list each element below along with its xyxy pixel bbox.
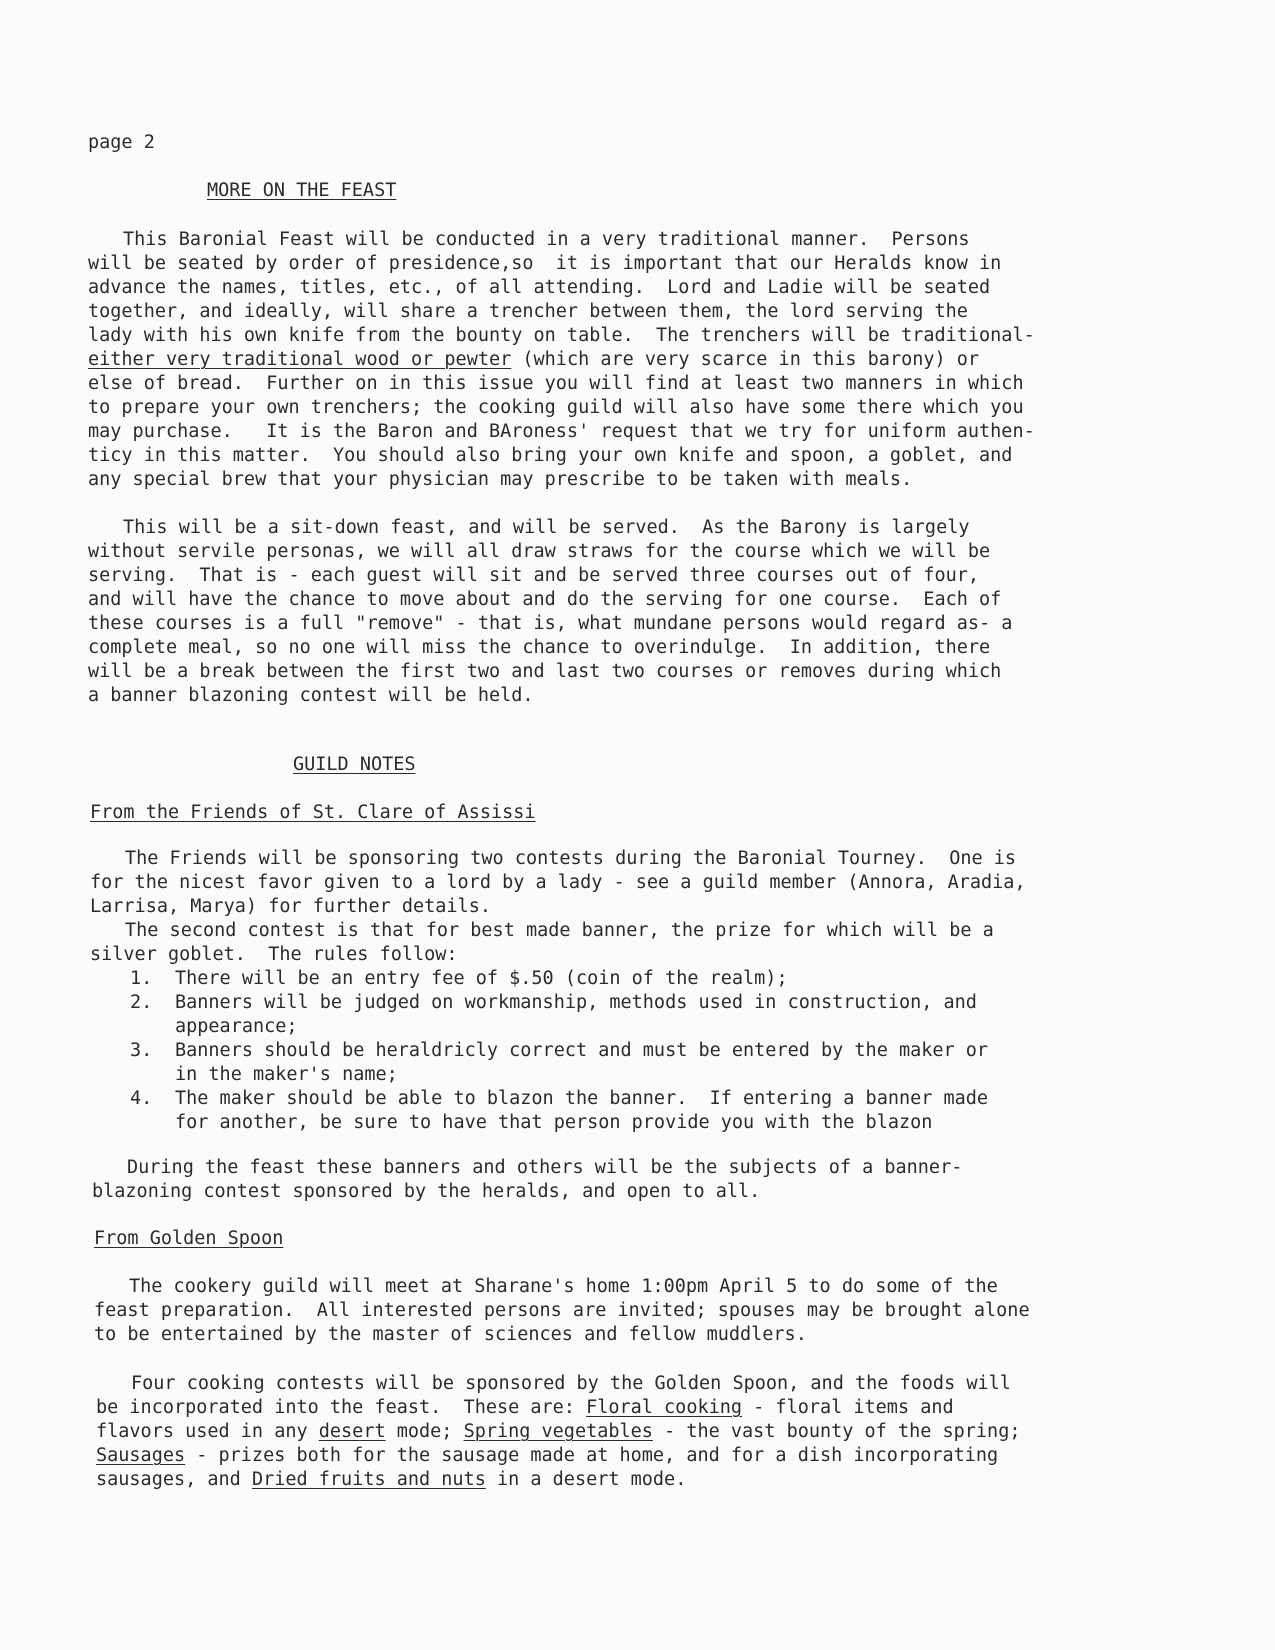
- text-line: for the nicest favor given to a lord by a lady - see a guild member (Annora, Aradia,: [90, 872, 1026, 893]
- feast-heading: MORE ON THE FEAST: [207, 180, 397, 201]
- text-line: During the feast these banners and others will be the subjects of a banner-: [127, 1157, 963, 1178]
- underlined-text: desert: [318, 1421, 386, 1442]
- spoon-subheading: From Golden Spoon: [94, 1228, 284, 1249]
- rule-text: The maker should be able to blazon the banner. If entering a banner made: [175, 1088, 989, 1109]
- rule-text: Banners will be judged on workmanship, methods used in construction, and: [175, 992, 977, 1013]
- text-line: feast preparation. All interested persons are invited; spouses may be brought alone: [94, 1300, 1030, 1321]
- text-line: to be entertained by the master of sciences and fellow muddlers.: [94, 1324, 807, 1345]
- text-line: may purchase. It is the Baron and BAroness' request that we try for uniform authen-: [88, 421, 1035, 442]
- text-span: - the vast bounty of the spring;: [652, 1421, 1021, 1442]
- text-span: sausages, and: [96, 1469, 252, 1490]
- text-span: flavors used in any: [96, 1421, 319, 1442]
- text-line: The cookery guild will meet at Sharane's home 1:00pm April 5 to do some of the: [129, 1276, 998, 1297]
- text-line: Four cooking contests will be sponsored by the Golden Spoon, and the foods will: [131, 1373, 1011, 1394]
- text-line: The Friends will be sponsoring two contests during the Baronial Tourney. One is: [125, 848, 1017, 869]
- text-line: The second contest is that for best made banner, the prize for which will be a: [125, 920, 994, 941]
- text-line: these courses is a full "remove" - that is, what mundane persons would regard as- a: [88, 613, 1013, 634]
- text-line: Larrisa, Marya) for further details.: [90, 896, 491, 917]
- rule-text: in the maker's name;: [175, 1064, 398, 1085]
- text-line: This Baronial Feast will be conducted in a very traditional manner. Persons: [123, 229, 970, 250]
- text-line: lady with his own knife from the bounty on table. The trenchers will be traditional-: [88, 325, 1035, 346]
- text-line: a banner blazoning contest will be held.: [88, 685, 534, 706]
- underlined-text: Sausages: [96, 1445, 186, 1466]
- rule-text: There will be an entry fee of $.50 (coin of the realm);: [175, 968, 788, 989]
- text-span: in a desert mode.: [485, 1469, 687, 1490]
- rule-number: 1.: [130, 968, 153, 989]
- rule-number: 3.: [130, 1040, 153, 1061]
- text-line: ticy in this matter. You should also bring your own knife and spoon, a goblet, and: [88, 445, 1013, 466]
- rule-number: 2.: [130, 992, 153, 1013]
- text-line: serving. That is - each guest will sit and be served three courses out of four,: [88, 565, 980, 586]
- underlined-text: Floral cooking: [586, 1397, 743, 1418]
- text-span: mode;: [385, 1421, 464, 1442]
- underlined-text: either very traditional wood or pewter: [88, 349, 512, 370]
- page-label: page 2: [88, 132, 155, 153]
- text-span: - prizes both for the sausage made at home, and for a dish incorporating: [185, 1445, 999, 1466]
- rule-text: appearance;: [175, 1016, 298, 1037]
- text-line: [96, 1468, 686, 1492]
- text-line: blazoning contest sponsored by the heralds, and open to all.: [92, 1181, 761, 1202]
- text-line: and will have the chance to move about and do the serving for one course. Each of: [88, 589, 1002, 610]
- rule-number: 4.: [130, 1088, 153, 1109]
- text-line: [88, 348, 979, 372]
- text-span: (which are very scarce in this barony) or: [511, 349, 980, 370]
- text-line: without servile personas, we will all draw straws for the course which we will be: [88, 541, 991, 562]
- guild-heading: GUILD NOTES: [293, 754, 416, 775]
- text-line: any special brew that your physician may prescribe to be taken with meals.: [88, 469, 913, 490]
- text-line: will be a break between the first two and last two courses or removes during which: [88, 661, 1002, 682]
- text-span: be incorporated into the feast. These are:: [96, 1397, 587, 1418]
- text-line: to prepare your own trenchers; the cooking guild will also have some there which you: [88, 397, 1024, 418]
- rule-text: Banners should be heraldricly correct and must be entered by the maker or: [175, 1040, 989, 1061]
- text-span: - floral items and: [742, 1397, 954, 1418]
- text-line: together, and ideally, will share a trencher between them, the lord serving the: [88, 301, 968, 322]
- text-line: This will be a sit-down feast, and will be served. As the Barony is largely: [123, 517, 970, 538]
- text-line: silver goblet. The rules follow:: [90, 944, 458, 965]
- text-line: else of bread. Further on in this issue you will find at least two manners in which: [88, 373, 1024, 394]
- text-line: [96, 1420, 1020, 1444]
- text-line: complete meal, so no one will miss the chance to overindulge. In addition, there: [88, 637, 991, 658]
- underlined-text: Dried fruits and nuts: [251, 1469, 486, 1490]
- clare-subheading: From the Friends of St. Clare of Assissi: [90, 802, 536, 823]
- text-line: [96, 1444, 998, 1468]
- text-line: [96, 1396, 954, 1420]
- text-line: will be seated by order of presidence,so it is important that our Heralds know in: [88, 253, 1002, 274]
- rule-text: for another, be sure to have that person provide you with the blazon: [175, 1112, 933, 1133]
- underlined-text: Spring vegetables: [463, 1421, 653, 1442]
- text-line: advance the names, titles, etc., of all attending. Lord and Ladie will be seated: [88, 277, 991, 298]
